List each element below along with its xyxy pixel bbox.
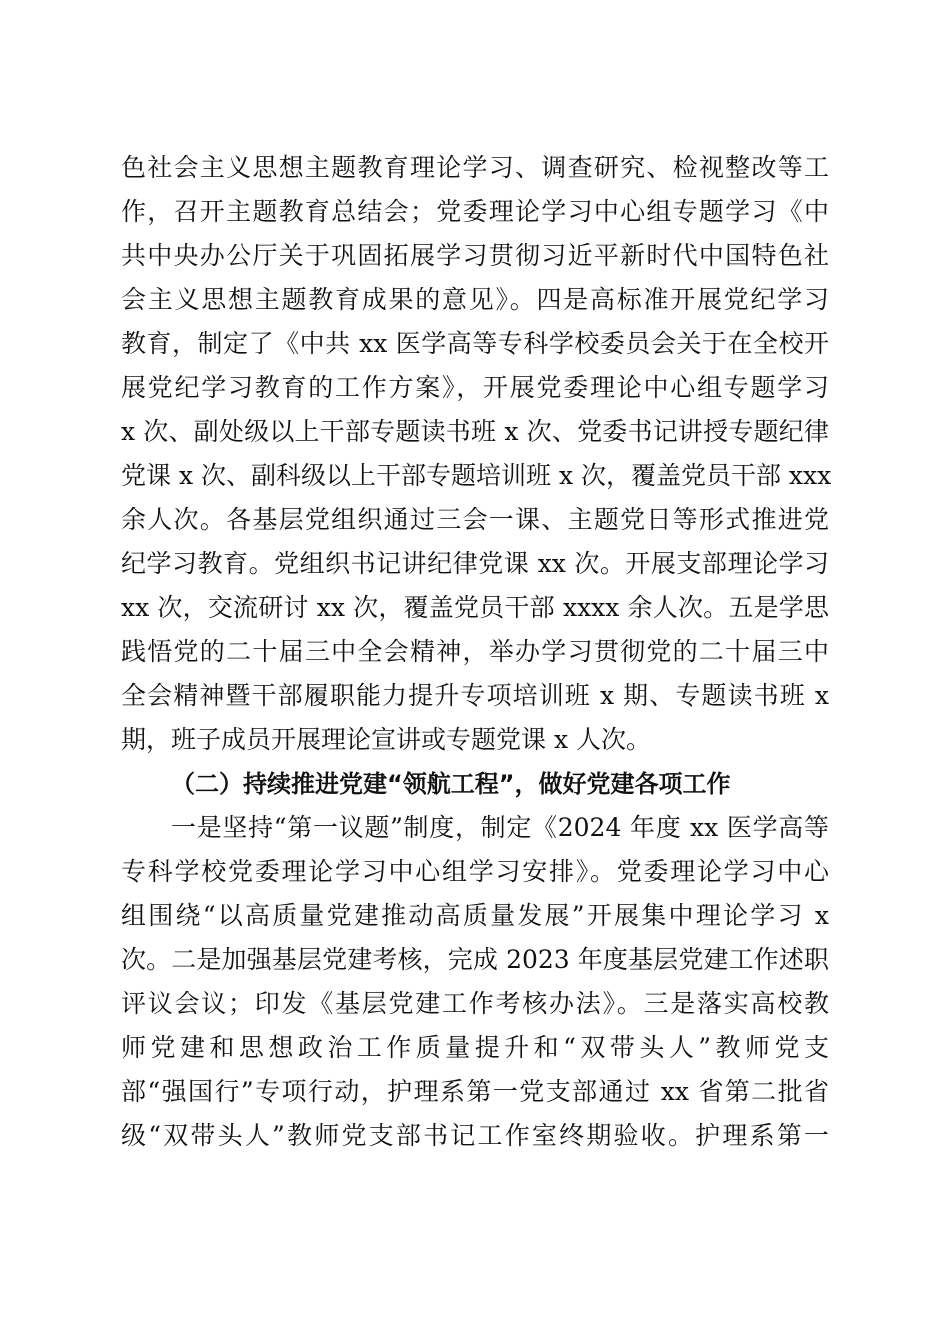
text-line: 纪学习教育。党组织书记讲纪律党课 xx 次。开展支部理论学习 [121, 549, 829, 578]
text-line: 余人次。各基层党组织通过三会一课、主题党日等形式推进党 [121, 505, 829, 534]
text-line: 部“强国行”专项行动，护理系第一党支部通过 xx 省第二批省 [121, 1077, 829, 1106]
text-line: 共中央办公厅关于巩固拓展学习贯彻习近平新时代中国特色社 [121, 241, 829, 270]
paragraph-1 [121, 146, 832, 762]
text-line: 评议会议；印发《基层党建工作考核办法》。三是落实高校教 [121, 989, 829, 1018]
text-line: 师党建和思想政治工作质量提升和“双带头人”教师党支 [121, 1033, 829, 1062]
text-line: 展党纪学习教育的工作方案》，开展党委理论中心组专题学习 [121, 373, 829, 402]
text-line: 次。二是加强基层党建考核，完成 2023 年度基层党建工作述职 [121, 945, 829, 974]
text-line: 教育，制定了《中共 xx 医学高等专科学校委员会关于在全校开 [121, 329, 829, 358]
text-line: 践悟党的二十届三中全会精神，举办学习贯彻党的二十届三中 [121, 637, 829, 666]
text-line: 会主义思想主题教育成果的意见》。四是高标准开展党纪学习 [121, 285, 829, 314]
text-line: 作，召开主题教育总结会；党委理论学习中心组专题学习《中 [121, 197, 829, 226]
document-body [121, 146, 832, 1158]
text-line: 一是坚持“第一议题”制度，制定《2024 年度 xx 医学高等 [171, 813, 829, 842]
text-line: 全会精神暨干部履职能力提升专项培训班 x 期、专题读书班 x [121, 681, 829, 710]
text-line: 期，班子成员开展理论宣讲或专题党课 x 人次。 [121, 725, 651, 754]
text-line: x 次、副处级以上干部专题读书班 x 次、党委书记讲授专题纪律 [121, 417, 829, 446]
text-line: 组围绕“以高质量党建推动高质量发展”开展集中理论学习 x [121, 901, 829, 930]
text-line: xx 次，交流研讨 xx 次，覆盖党员干部 xxxx 余人次。五是学思 [121, 593, 829, 622]
text-line: 专科学校党委理论学习中心组学习安排》。党委理论学习中心 [121, 857, 829, 886]
text-line: 色社会主义思想主题教育理论学习、调查研究、检视整改等工 [121, 153, 829, 182]
text-line: 级“双带头人”教师党支部书记工作室终期验收。护理系第一 [121, 1121, 829, 1150]
text-line: 党课 x 次、副科级以上干部专题培训班 x 次，覆盖党员干部 xxx [121, 461, 832, 490]
paragraph-2 [121, 806, 829, 1158]
section-heading: （二）持续推进党建“领航工程”，做好党建各项工作 [171, 770, 731, 798]
